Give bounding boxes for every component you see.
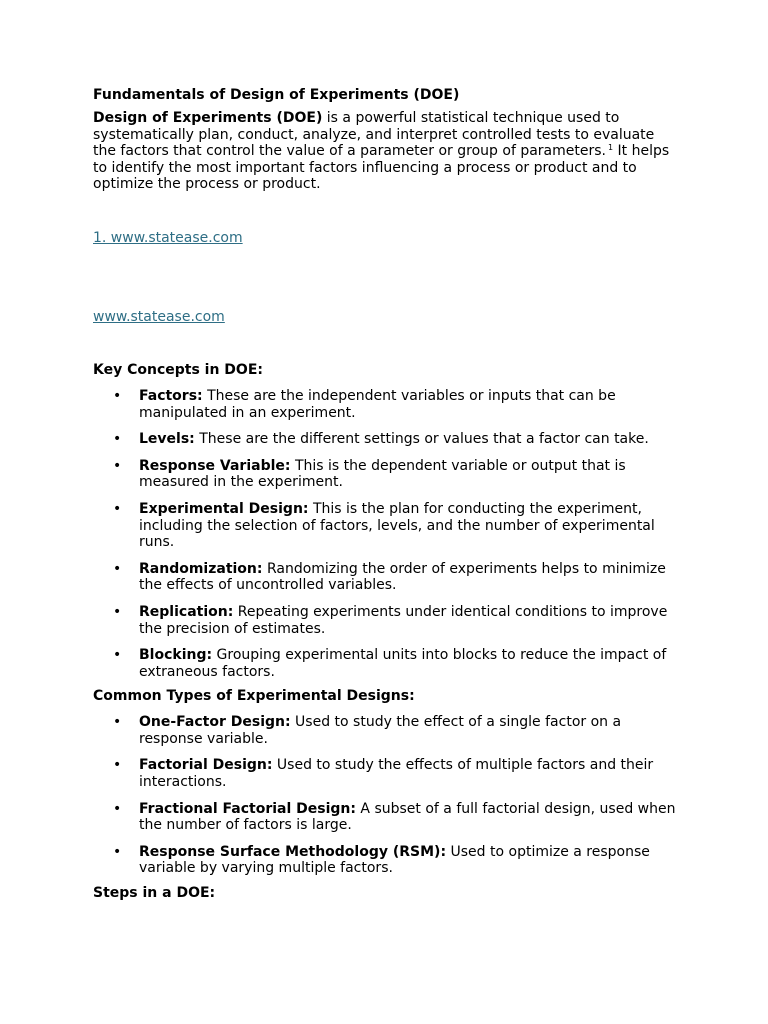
bullet-icon: • (113, 843, 122, 860)
list-item (93, 604, 678, 637)
list-item (93, 844, 678, 877)
item-text: These are the different settings or values that a factor can take. (194, 431, 649, 448)
list-item (93, 757, 678, 790)
document-title: Fundamentals of Design of Experiments (DOE) (93, 87, 460, 103)
item-term: Levels: (139, 431, 195, 448)
intro-term: Design of Experiments (DOE) (93, 110, 323, 126)
key-concepts-heading: Key Concepts in DOE: (93, 361, 263, 378)
source-link[interactable]: www.statease.com (93, 308, 225, 325)
item-term: Factors: (139, 387, 203, 404)
bullet-icon: • (113, 431, 122, 448)
item-term: One-Factor Design: (139, 714, 291, 731)
key-concepts-list (93, 388, 678, 680)
item-text: Used to study the effects of multiple factors and their interactions. (139, 757, 654, 791)
design-types-heading: Common Types of Experimental Designs: (93, 688, 415, 705)
bullet-icon: • (113, 560, 122, 577)
steps-heading: Steps in a DOE: (93, 885, 216, 902)
item-term: Randomization: (139, 560, 263, 577)
item-term: Experimental Design: (139, 500, 309, 517)
list-item (93, 388, 678, 421)
item-term: Response Variable: (139, 457, 291, 474)
list-item (93, 714, 678, 747)
bullet-icon: • (113, 714, 122, 731)
item-text: These are the independent variables or inputs that can be manipulated in an experiment. (139, 387, 616, 421)
item-text: Grouping experimental units into blocks to reduce the impact of extraneous factors. (139, 647, 667, 680)
item-text: This is the dependent variable or output that is measured in the experiment. (139, 457, 626, 491)
bullet-icon: • (113, 603, 122, 620)
intro-text-continued: It helps to identify the most important factors influencing a process or product and to optimize the process or product. (93, 143, 670, 193)
design-types-list (93, 714, 678, 877)
document-page (93, 87, 678, 902)
item-term: Response Surface Methodology (RSM): (139, 843, 447, 860)
item-text: This is the plan for conducting the experiment, including the selection of factors, levels, and the number of experimental runs. (139, 500, 655, 551)
bullet-icon: • (113, 647, 122, 664)
item-text: Used to study the effect of a single factor on a response variable. (139, 714, 622, 747)
list-item (93, 561, 678, 594)
item-term: Blocking: (139, 647, 213, 664)
item-text: Randomizing the order of experiments helps to minimize the effects of uncontrolled variables. (139, 560, 666, 594)
citation-link[interactable]: 1. www.statease.com (93, 229, 243, 246)
item-text: A subset of a full factorial design, used when the number of factors is large. (139, 800, 676, 834)
intro-paragraph (93, 110, 678, 193)
list-item (93, 458, 678, 491)
list-item (93, 801, 678, 834)
item-term: Replication: (139, 603, 234, 620)
intro-text: is a powerful statistical technique used to systematically plan, conduct, analyze, and interpret controlled tests to evaluate the factors that control the value of a parameter or group of parameters. (93, 110, 655, 160)
bullet-icon: • (113, 500, 122, 517)
item-text: Used to optimize a response variable by varying multiple factors. (139, 843, 650, 877)
list-item (93, 431, 678, 448)
footnote-marker[interactable]: 1 (607, 143, 614, 153)
bullet-icon: • (113, 457, 122, 474)
bullet-icon: • (113, 387, 122, 404)
list-item (93, 501, 678, 551)
item-term: Factorial Design: (139, 757, 273, 774)
item-term: Fractional Factorial Design: (139, 800, 356, 817)
item-text: Repeating experiments under identical conditions to improve the precision of estimates. (139, 603, 668, 637)
list-item (93, 647, 678, 680)
bullet-icon: • (113, 800, 122, 817)
bullet-icon: • (113, 757, 122, 774)
